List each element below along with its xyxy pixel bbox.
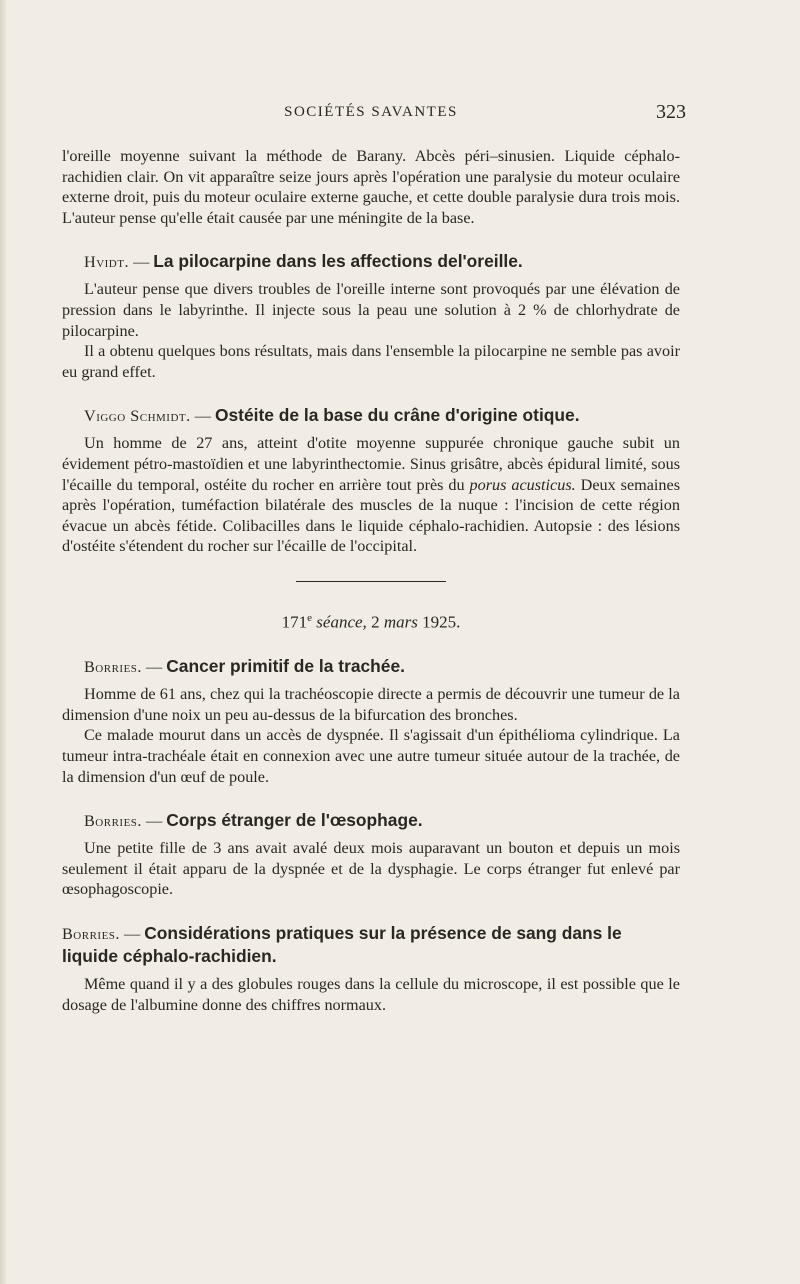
paragraph-text: Un homme de 27 ans, atteint d'otite moyenne suppurée chronique gauche subit un évidement pétro-mastoïdien et une labyrinthectomie. Sinus grisâtre, abcès épidural limité, sous l'écaille du temporal, ostéite du rocher en arrière tout près du bbox=[62, 434, 680, 494]
entry-hvidt bbox=[62, 250, 680, 382]
entry-title: La pilocarpine dans les affections del'oreille. bbox=[153, 251, 523, 272]
entry-heading bbox=[62, 922, 680, 968]
heading-dash: — bbox=[119, 924, 145, 943]
heading-dash: — bbox=[129, 253, 154, 272]
session-heading bbox=[62, 608, 680, 633]
running-title: SOCIÉTÉS SAVANTES bbox=[284, 104, 458, 120]
entry-title: Ostéite de la base du crâne d'origine otique. bbox=[214, 405, 580, 426]
author-name: Borries. bbox=[62, 924, 120, 943]
entry-title: Cancer primitif de la trachée. bbox=[166, 656, 405, 677]
entry-paragraph: Ce malade mourut dans un accès de dyspnée. Il s'agissait d'un épithélioma cylindrique. La tumeur intra-trachéale était en connexion avec une autre tumeur située autour de la trachée, de la dimension d'un œuf de poule. bbox=[62, 726, 680, 786]
entry-borries-foreign-body bbox=[62, 809, 680, 900]
article-body bbox=[62, 146, 680, 1015]
page-number: 323 bbox=[656, 101, 686, 123]
entry-paragraph: Même quand il y a des globules rouges dans la cellule du microscope, il est possible que le dosage de l'albumine donne des chiffres normaux. bbox=[62, 974, 680, 1014]
session-month: mars bbox=[383, 612, 418, 632]
session-label: séance, bbox=[312, 612, 367, 632]
entry-heading bbox=[62, 809, 680, 832]
entry-paragraph bbox=[62, 433, 680, 557]
entry-paragraph: Il a obtenu quelques bons résultats, mais dans l'ensemble la pilocarpine ne semble pas avoir eu grand effet. bbox=[62, 342, 680, 381]
author-name: Borries. bbox=[84, 812, 142, 831]
heading-dash: — bbox=[190, 407, 215, 426]
session-year: 1925. bbox=[417, 612, 461, 632]
entry-title: Considérations pratiques sur la présence de sang dans le liquide céphalo-rachidien. bbox=[62, 922, 622, 966]
session-day: 2 bbox=[366, 612, 384, 632]
author-name: Hvidt. bbox=[84, 253, 130, 272]
author-name: Viggo Schmidt. bbox=[84, 407, 191, 426]
running-head bbox=[62, 101, 686, 128]
page-edge bbox=[0, 0, 6, 1284]
entry-paragraph: Une petite fille de 3 ans avait avalé deux mois auparavant un bouton et depuis un mois seulement il était apparu de la dyspnée et de la dysphagie. Le corps étranger fut enlevé par œsophagoscopie. bbox=[62, 839, 680, 899]
heading-dash: — bbox=[141, 812, 167, 831]
latin-term: porus acusticus. bbox=[469, 475, 576, 494]
entry-borries-cancer bbox=[62, 655, 680, 787]
section-rule bbox=[296, 581, 446, 582]
entry-heading bbox=[62, 404, 680, 427]
entry-title: Corps étranger de l'œsophage. bbox=[166, 810, 423, 831]
session-number: 171 bbox=[281, 612, 308, 632]
entry-paragraph: L'auteur pense que divers troubles de l'oreille interne sont provoqués par une élévation de pression dans le labyrinthe. Il injecte sous la peau une solution à 2 % de chlorhydrate de pilocarpine. bbox=[62, 280, 680, 340]
heading-dash: — bbox=[141, 658, 167, 677]
paragraph-text: Deux semaines après l'opération, tuméfaction bilatérale des muscles de la nuque : l'incision de cette région évacue un abcès fétide. Colibacilles dans le liquide céphalo-rachidien. Autopsie : des lésions d'ostéite s'étendent du rocher sur l'écaille de l'occipital. bbox=[62, 475, 680, 556]
entry-borries-blood-csf bbox=[62, 922, 680, 1015]
author-name: Borries. bbox=[84, 658, 142, 677]
entry-viggo-schmidt bbox=[62, 404, 680, 557]
entry-heading bbox=[62, 655, 680, 678]
intro-paragraph: l'oreille moyenne suivant la méthode de Barany. Abcès péri–sinusien. Liquide céphalo-rachidien clair. On vit apparaître seize jours après l'opération une paralysie du moteur oculaire externe droit, puis du moteur oculaire externe gauche, et cette double paralysie dura trois mois. L'auteur pense qu'elle était causée par une méningite de la base. bbox=[62, 147, 680, 227]
entry-paragraph: Homme de 61 ans, chez qui la trachéoscopie directe a permis de découvrir une tumeur de la dimension d'une noix un peu au-dessus de la bifurcation des bronches. bbox=[62, 685, 680, 724]
entry-heading bbox=[62, 250, 680, 273]
session-ordinal: e bbox=[307, 611, 313, 624]
